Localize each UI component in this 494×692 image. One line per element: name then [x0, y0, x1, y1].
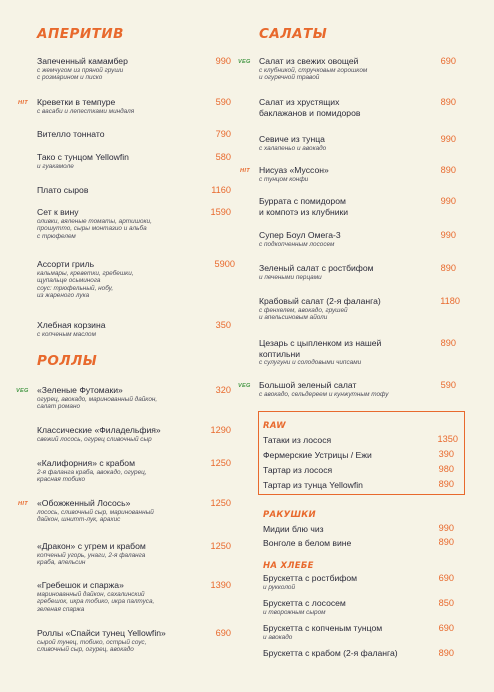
- item-price: 890: [438, 479, 454, 489]
- item-name: «Обожженный Лосось»: [37, 498, 131, 508]
- menu-item: [259, 97, 434, 118]
- item-desc: лосось, сливочный сыр, маринованный дайкон, шнитт-лук, арахис: [37, 508, 154, 524]
- item-name: Креветки в темпуре: [37, 97, 116, 107]
- item-price: 1250: [210, 458, 231, 468]
- item-desc: оливки, вяленые томаты, артишоки, прошутто, сыры монтазио и альба с трюфелем: [37, 217, 152, 240]
- item-price: 1160: [211, 185, 231, 195]
- menu-item: [37, 207, 207, 240]
- item-price: 690: [438, 623, 454, 633]
- item-desc: с авокадо, сельдереем и кунжутным тофу: [259, 390, 389, 398]
- item-name: Тартар из лосося: [263, 465, 333, 475]
- item-name: «Калифорния» с крабом: [37, 458, 135, 468]
- section-title-na-hlebe: НА ХЛЕБЕ: [263, 561, 314, 571]
- item-desc: с сулугуни и солодовыми чипсами: [259, 359, 362, 366]
- item-desc: и печеными перцами: [259, 273, 322, 281]
- menu-item: [37, 185, 207, 196]
- section-title-raw: RAW: [263, 421, 286, 431]
- item-name: Цезарь с цыпленком из нашей коптильни: [259, 338, 382, 359]
- menu-item: [259, 56, 434, 82]
- item-name: Тартар из тунца Yellowfin: [263, 480, 363, 490]
- item-desc: копченый угорь, унаги, 2-я фаланга краба, апельсин: [37, 551, 146, 567]
- item-name: Вонголе в белом вине: [263, 538, 352, 548]
- item-desc: кальмары, креветки, гребешки, щупальце осьминога соус: трюфельный, нобу, из жареного лука: [37, 269, 134, 300]
- menu-item: [259, 338, 439, 367]
- item-price: 590: [215, 97, 231, 107]
- item-price: 890: [440, 97, 456, 107]
- menu-item: [37, 56, 207, 82]
- item-name: «Дракон» с угрем и крабом: [37, 541, 146, 551]
- item-price: 990: [440, 230, 456, 240]
- item-price: 690: [438, 573, 454, 583]
- item-price: 1590: [210, 207, 231, 217]
- item-name: Брускетта с ростбифом: [263, 573, 358, 583]
- item-price: 990: [440, 134, 456, 144]
- item-desc: с копченым маслом: [37, 330, 96, 338]
- item-desc: свежий лосось, огурец сливочный сыр: [37, 435, 152, 443]
- item-desc: с васаби и лепестками миндаля: [37, 107, 135, 115]
- item-desc: 2-я фаланга краба, авокадо, огурец, красная тобико: [37, 468, 147, 484]
- item-desc: с подкопченным лососем: [259, 240, 335, 248]
- menu-item: [37, 458, 212, 484]
- item-name: Фермерские Устрицы / Ежи: [263, 450, 372, 460]
- section-title-salaty: САЛАТЫ: [259, 26, 328, 42]
- menu-item: [37, 541, 212, 567]
- item-desc: и творожным сыром: [263, 608, 326, 616]
- item-price: 990: [440, 196, 456, 206]
- item-price: 1250: [210, 498, 231, 508]
- menu-item: [263, 598, 428, 616]
- item-desc: с клубникой, стручковым горошком и огуречной травой: [259, 66, 368, 82]
- item-price: 1290: [210, 425, 231, 435]
- item-name: Зеленый салат с ростбифом: [259, 263, 374, 273]
- item-name: Тако с тунцом Yellowfin: [37, 152, 129, 162]
- item-price: 690: [440, 56, 456, 66]
- veg-badge: VEG: [238, 59, 251, 65]
- item-price: 690: [215, 628, 231, 638]
- item-desc: огурец, авокадо, маринованный дайкон, салат романо: [37, 395, 158, 411]
- item-name: Севиче из тунца: [259, 134, 325, 144]
- item-price: 850: [438, 598, 454, 608]
- item-desc: и рукколой: [263, 583, 296, 591]
- menu-item: [259, 134, 434, 152]
- menu-item: [37, 152, 207, 170]
- item-price: 1350: [437, 434, 458, 444]
- section-title-rakushki: РАКУШКИ: [263, 510, 316, 520]
- item-name: Брускетта с лососем: [263, 598, 346, 608]
- item-price: 990: [215, 56, 231, 66]
- item-name: Салат из свежих овощей: [259, 56, 359, 66]
- menu-item: [37, 129, 207, 140]
- item-desc: маринованный дайкон, сахалинский гребешок, икра тобико, икра палтуса, зеленая спаржа: [37, 590, 155, 613]
- item-price: 790: [215, 129, 231, 139]
- item-price: 890: [438, 648, 454, 658]
- item-name: Классические «Филадельфия»: [37, 425, 161, 435]
- item-price: 990: [438, 523, 454, 533]
- item-name: Хлебная корзина: [37, 320, 106, 330]
- menu-item: [263, 648, 433, 659]
- menu-item: [259, 165, 434, 183]
- item-price: 590: [440, 380, 456, 390]
- item-name: Плато сыров: [37, 185, 89, 195]
- item-name: Сет к вину: [37, 207, 79, 217]
- item-price: 580: [215, 152, 231, 162]
- menu-item: [37, 498, 212, 524]
- menu-item: [37, 385, 212, 411]
- item-name: Крабовый салат (2-я фаланга): [259, 296, 381, 306]
- menu-item: [259, 296, 434, 322]
- item-price: 980: [438, 464, 454, 474]
- menu-item: [263, 623, 428, 641]
- item-name: «Гребешок и спаржа»: [37, 580, 124, 590]
- item-name: Буррата с помидором и компотэ из клубники: [259, 196, 349, 217]
- item-price: 890: [440, 165, 456, 175]
- menu-item: [37, 320, 207, 338]
- item-desc: с жемчугом из пряной груши с розмарином и писко: [37, 66, 124, 82]
- item-name: Ассорти гриль: [37, 259, 95, 269]
- item-name: Брускетта с копченым тунцом: [263, 623, 383, 633]
- menu-item: [37, 425, 217, 443]
- item-price: 1250: [210, 541, 231, 551]
- item-name: Супер Боул Омега-3: [259, 230, 341, 240]
- menu-item: [259, 230, 434, 248]
- item-price: 890: [440, 338, 456, 348]
- item-name: Роллы «Спайси тунец Yellowfin»: [37, 628, 166, 638]
- item-name: Брускетта с крабом (2-я фаланга): [263, 648, 398, 658]
- item-price: 890: [438, 537, 454, 547]
- item-name: Большой зеленый салат: [259, 380, 357, 390]
- item-price: 350: [215, 320, 231, 330]
- item-name: Мидии блю чиз: [263, 524, 324, 534]
- item-name: Вителло тоннато: [37, 129, 105, 139]
- hit-badge: HIT: [18, 501, 28, 507]
- item-name: Татаки из лосося: [263, 435, 332, 445]
- veg-badge: VEG: [16, 388, 29, 394]
- item-price: 1180: [440, 296, 460, 306]
- menu-item: [259, 196, 434, 217]
- item-desc: с халапеньо и авокадо: [259, 144, 327, 152]
- section-title-rolly: РОЛЛЫ: [37, 353, 98, 369]
- section-title-aperitiv: АПЕРИТИВ: [37, 26, 124, 42]
- item-name: Салат из хрустящих баклажанов и помидоров: [259, 97, 361, 118]
- hit-badge: HIT: [18, 100, 28, 106]
- item-desc: с тунцом конфи: [259, 175, 309, 183]
- item-price: 320: [215, 385, 231, 395]
- item-desc: с фенхелем, авокадо, грушей и апельсиновым айоли: [259, 306, 348, 322]
- menu-item: [37, 628, 212, 654]
- menu-item: [37, 259, 207, 300]
- item-desc: сырой тунец, тобико, острый соус, сливочный сыр, огурец, авокадо: [37, 638, 147, 654]
- menu-item: [37, 97, 207, 115]
- item-desc: и авокадо: [263, 633, 293, 641]
- menu-item: [263, 573, 428, 591]
- item-price: 890: [440, 263, 456, 273]
- item-name: Запеченный камамбер: [37, 56, 128, 66]
- item-desc: и гуакамоле: [37, 162, 74, 170]
- hit-badge: HIT: [240, 168, 250, 174]
- item-price: 1390: [210, 580, 231, 590]
- menu-item: [259, 263, 434, 281]
- item-name: «Зеленые Футомаки»: [37, 385, 123, 395]
- item-price: 390: [438, 449, 454, 459]
- veg-badge: VEG: [238, 383, 251, 389]
- menu-item: [37, 580, 212, 613]
- item-name: Нисуаз «Муссон»: [259, 165, 329, 175]
- item-price: 5900: [214, 259, 235, 269]
